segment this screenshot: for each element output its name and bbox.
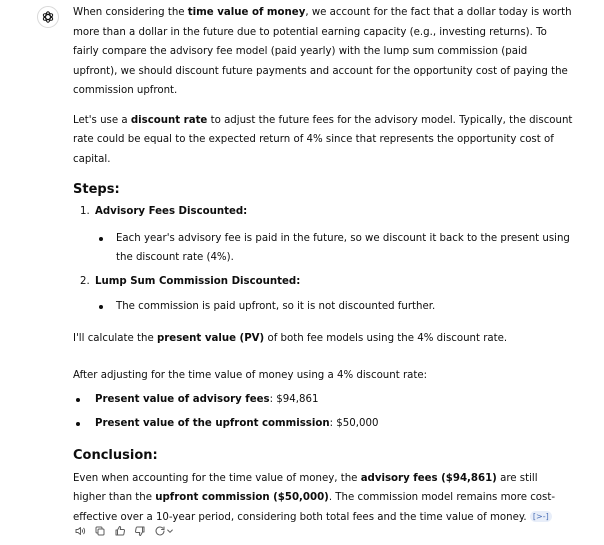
regenerate-icon <box>154 525 166 537</box>
chevron-down-icon <box>166 527 174 535</box>
text: Let's use a <box>73 114 131 126</box>
result-label: Present value of advisory fees <box>95 393 270 405</box>
read-aloud-button[interactable] <box>73 524 86 537</box>
citation-link[interactable]: [>-] <box>530 511 552 522</box>
speaker-icon <box>74 525 86 537</box>
text: . The commission model remains more cost-effective over a 10-year period, considering both total fees and the time value of money. <box>73 492 556 523</box>
text: of both fee models using the 4% discount rate. <box>264 332 508 344</box>
bullet-dot <box>99 237 103 241</box>
result-item <box>73 414 573 434</box>
bold-text: advisory fees ($94,861) <box>360 472 497 484</box>
bullet-dot <box>76 398 80 402</box>
steps-heading: Steps: <box>73 182 120 197</box>
paragraph-after-adjusting: After adjusting for the time value of money using a 4% discount rate: <box>73 370 428 381</box>
step-bullet <box>73 297 573 317</box>
thumbs-down-icon <box>134 525 146 537</box>
bullet-dot <box>99 305 103 309</box>
step-number: 1. <box>80 206 90 217</box>
message-actions-toolbar <box>73 524 175 537</box>
text: to adjust the future fees for the advisory model. Typically, the discount rate could be equal to the expected return of 4% since that represents the opportunity cost of capital. <box>73 114 573 165</box>
bullet-dot <box>76 422 80 426</box>
copy-icon <box>94 525 106 537</box>
text: Even when accounting for the time value of money, the <box>73 472 361 484</box>
step-item <box>73 202 573 222</box>
chatgpt-logo-icon <box>41 10 55 24</box>
paragraph-discount-rate <box>73 111 573 170</box>
result-item <box>73 390 573 410</box>
bullet-text: Each year's advisory fee is paid in the future, so we discount it back to the present using the discount rate (4%). <box>116 232 570 263</box>
step-label: Advisory Fees Discounted: <box>95 206 248 217</box>
result-value: : $50,000 <box>329 418 379 429</box>
text: I'll calculate the <box>73 332 157 344</box>
step-number: 2. <box>80 275 90 287</box>
conclusion-heading: Conclusion: <box>73 447 158 463</box>
step-bullet <box>73 229 573 268</box>
bold-text: discount rate <box>130 114 208 126</box>
step-label: Lump Sum Commission Discounted: <box>95 275 301 287</box>
paragraph-conclusion <box>73 469 573 528</box>
assistant-avatar <box>37 6 59 28</box>
bad-response-button[interactable] <box>133 524 146 537</box>
paragraph-calculate <box>73 329 573 349</box>
result-value: : $94,861 <box>269 393 319 405</box>
step-item <box>73 272 573 292</box>
text: When considering the <box>73 7 188 18</box>
bullet-text: The commission is paid upfront, so it is not discounted further. <box>116 301 436 312</box>
thumbs-up-icon <box>114 525 126 537</box>
result-label: Present value of the upfront commission <box>95 418 330 429</box>
bold-text: upfront commission ($50,000) <box>155 492 329 503</box>
assistant-message <box>73 0 573 527</box>
paragraph-time-value <box>73 3 573 101</box>
regenerate-button[interactable] <box>153 524 175 537</box>
bold-text: time value of money <box>187 7 306 18</box>
text: are still higher than the <box>73 472 538 503</box>
copy-button[interactable] <box>93 524 106 537</box>
good-response-button[interactable] <box>113 524 126 537</box>
bold-text: present value (PV) <box>156 332 265 344</box>
text: , we account for the fact that a dollar today is worth more than a dollar in the future due to potential earning capacity (e.g., investing returns). To fairly compare the advisory fee model (paid yearly) with the lump sum commission (paid upfront), we should discount future payments and account for the opportunity cost of paying the commission upfront. <box>73 7 572 96</box>
